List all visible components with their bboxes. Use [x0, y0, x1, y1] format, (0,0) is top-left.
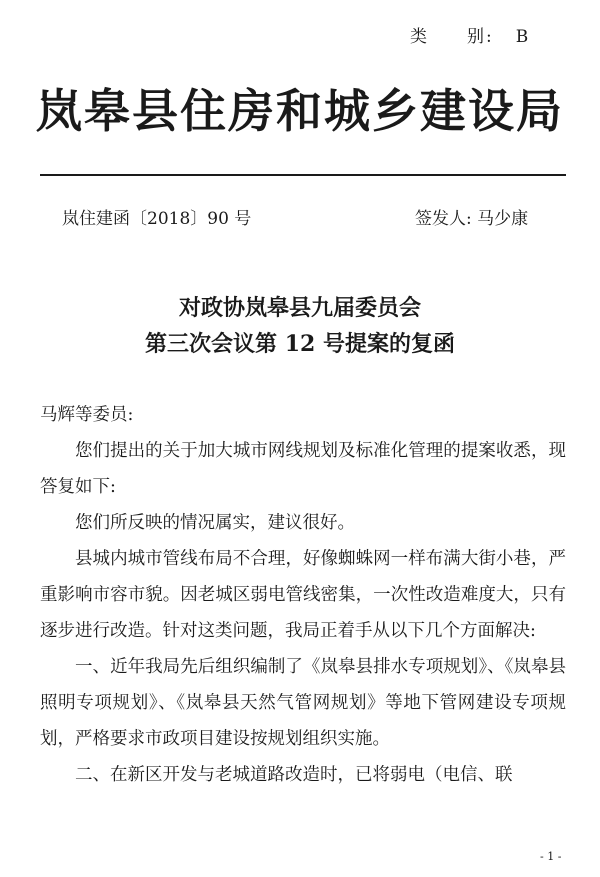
page-number: - 1 - [540, 850, 562, 863]
header-divider [40, 174, 566, 176]
subject-line-1: 对政协岚皋县九届委员会 [178, 295, 421, 321]
document-category [410, 22, 529, 47]
body-paragraph: 二、在新区开发与老城道路改造时，已将弱电（电信、联 [75, 765, 513, 785]
signer [415, 204, 528, 229]
letter-body [40, 397, 566, 793]
organization-title: 岚皋县住房和城乡建设局 [36, 84, 564, 138]
document-subject [0, 290, 600, 362]
body-paragraph: 县城内城市管线布局不合理，好像蜘蛛网一样布满大街小巷，严重影响市容市貌。因老城区弱电管线密集，一次性改造难度大，只有逐步进行改造。针对这类问题，我局正着手从以下几个方面解决: [40, 549, 566, 641]
category-value: B [515, 27, 530, 47]
document-number: 岚住建函〔2018〕90 号 [62, 209, 252, 229]
body-paragraph: 一、近年我局先后组织编制了《岚皋县排水专项规划》、《岚皋县照明专项规划》、《岚皋县天然气管网规划》等地下管网建设专项规划，严格要求市政项目建设按规划组织实施。 [40, 657, 566, 749]
salutation: 马辉等委员: [40, 405, 134, 425]
category-label: 类 别: [410, 27, 494, 47]
body-paragraph: 您们所反映的情况属实，建议很好。 [75, 513, 355, 533]
signer-name: 马少康 [477, 209, 529, 229]
signer-label: 签发人: [415, 209, 472, 229]
subject-line-2: 第三次会议第 12 号提案的复函 [145, 331, 455, 357]
body-paragraph: 您们提出的关于加大城市网线规划及标准化管理的提案收悉，现答复如下: [40, 441, 566, 497]
